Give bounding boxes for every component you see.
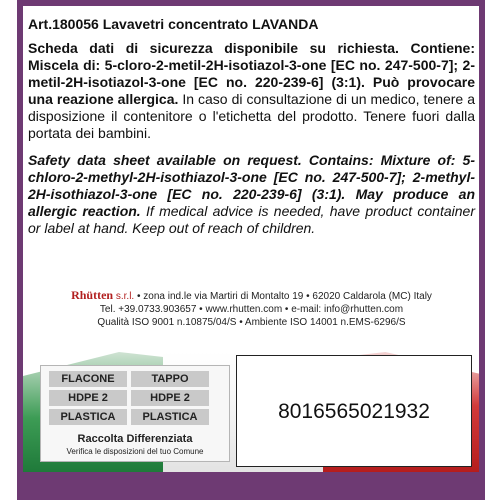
recycling-subtitle: Verifica le disposizioni del tuo Comune [66, 447, 204, 456]
article-title: Art.180056 Lavavetri concentrato LAVANDA [28, 16, 319, 32]
label-frame-top [17, 0, 485, 6]
recycling-cell-flacone-type: PLASTICA [49, 409, 127, 425]
safety-text-english-bold: Safety data sheet available on request. Contains: Mixture of: 5-chloro-2-methyl-2H-isothiazol-3-one [EC no. 247-500-7]; 2-methyl-2H-isothiazol-3-one [EC no. 220-239-6] (3:1). May produce an allergic reaction. [28, 152, 475, 219]
recycling-cell-flacone-material: HDPE 2 [49, 390, 127, 406]
recycling-cell-tappo-type: PLASTICA [131, 409, 209, 425]
company-address: • zona ind.le via Martiri di Montalto 19 • 62020 Caldarola (MC) Italy [134, 291, 432, 302]
safety-text-italian-bold: Scheda dati di sicurezza disponibile su richiesta. Contiene: Miscela di: 5-cloro-2-metil-2H-isotiazol-3-one [EC no. 247-500-7]; 2-metil-2H-isotiazol-3-one [EC no. 220-239-6] (3:1). Può provocare una reazione allergica. [28, 40, 475, 107]
company-certifications: Qualità ISO 9001 n.10875/04/S • Ambiente ISO 14001 n.EMS-6296/S [97, 317, 406, 328]
company-brand: Rhütten [71, 288, 114, 302]
safety-text-english-normal: If medical advice is needed, have product container or label at hand. Keep out of reach of children. [28, 203, 475, 236]
safety-text-italian-normal: In caso di consultazione di un medico, tenere a disposizione il contenitore o l'etichetta del prodotto. Tenere fuori dalla portata dei bambini. [28, 91, 475, 141]
recycling-cell-flacone: FLACONE [49, 371, 127, 387]
company-brand-suffix: s.r.l. [113, 291, 135, 302]
company-line-1 [28, 289, 475, 303]
company-contacts: Tel. +39.0733.903657 • www.rhutten.com • e-mail: info@rhutten.com [99, 304, 404, 315]
recycling-info-box [40, 365, 230, 462]
label-frame-right [479, 0, 485, 500]
recycling-cell-tappo: TAPPO [131, 371, 209, 387]
label-text [28, 16, 475, 237]
barcode-box [236, 355, 472, 467]
safety-text-italian [28, 40, 475, 142]
barcode-number: 8016565021932 [278, 400, 430, 423]
recycling-cell-tappo-material: HDPE 2 [131, 390, 209, 406]
recycling-title: Raccolta Differenziata [77, 433, 193, 445]
label-frame-bottom [17, 472, 485, 500]
safety-text-english [28, 152, 475, 237]
company-info [28, 289, 475, 329]
